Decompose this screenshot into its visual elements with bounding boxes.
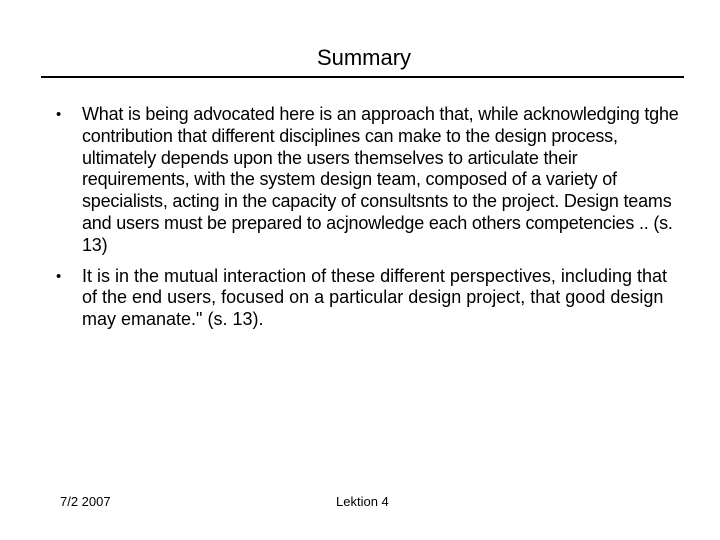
- title-underline: [41, 76, 684, 78]
- bullet-icon: •: [56, 106, 62, 123]
- bullet-item: [56, 266, 696, 331]
- bullet-item: [56, 104, 696, 257]
- bullet-text: It is in the mutual interaction of these different perspectives, including that of the end users, focused on a particular design project, that good design may emanate." (s. 13).: [82, 265, 667, 330]
- bullet-icon: •: [56, 267, 62, 285]
- slide-title: Summary: [316, 45, 412, 70]
- footer-lecture: Lektion 4: [336, 494, 389, 509]
- bullet-text: What is being advocated here is an approach that, while acknowledging tghe contribution that different disciplines can make to the design process, ultimately depends upon the users themselves to articulate their requirements, with the system design team, composed of a variety of specialists, acting in the capacity of consultsnts to the project. Design teams and users must be prepared to acjnowledge each others competencies .. (s. 13): [82, 104, 679, 255]
- footer-date: 7/2 2007: [60, 494, 111, 509]
- bullet-list: [56, 104, 696, 340]
